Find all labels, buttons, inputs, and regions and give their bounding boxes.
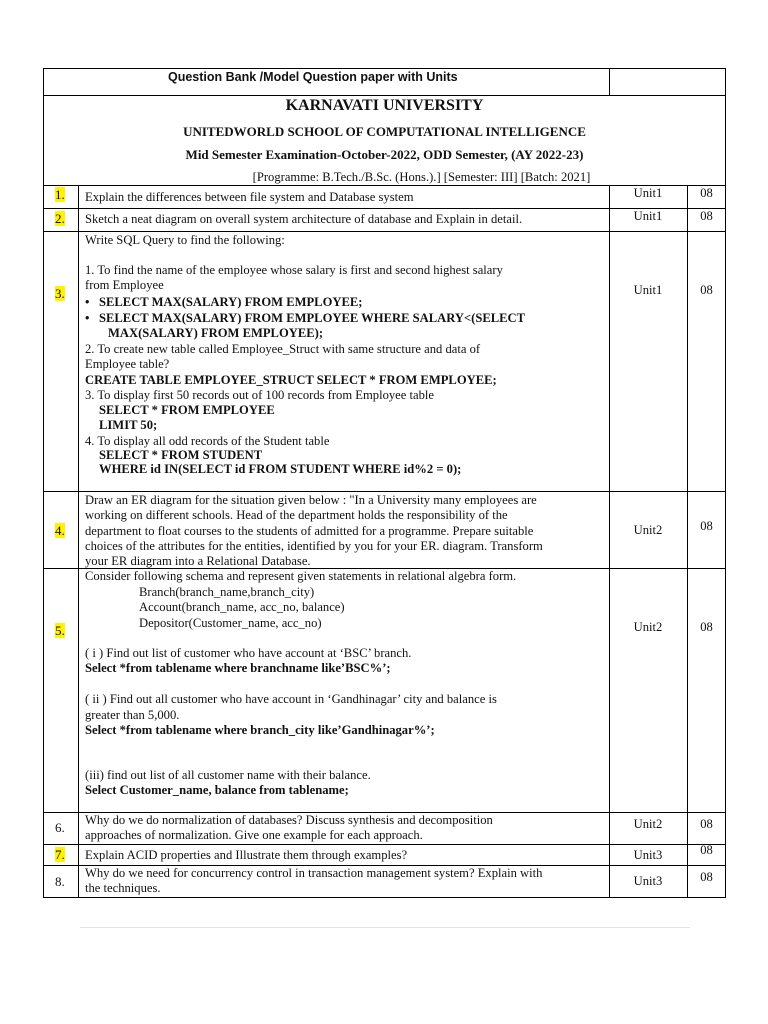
question-unit: Unit3	[633, 848, 663, 862]
question-marks: 08	[700, 620, 713, 634]
question-number: 8.	[55, 874, 65, 889]
question-number: 4.	[55, 523, 65, 538]
question-number: 1.	[55, 187, 65, 202]
question-unit: Unit2	[633, 620, 663, 634]
question-unit: Unit3	[633, 874, 663, 888]
question-text: 4. To display all odd records of the Student table	[85, 434, 330, 448]
question-text: Why do we need for concurrency control in transaction management system? Explain with	[85, 866, 543, 880]
question-unit: Unit2	[633, 817, 663, 831]
divider	[43, 231, 726, 232]
sql-answer: LIMIT 50;	[99, 418, 158, 432]
question-unit: Unit1	[633, 283, 663, 297]
sql-answer: • SELECT MAX(SALARY) FROM EMPLOYEE WHERE SALARY<(SELECT	[99, 311, 525, 326]
question-text: the techniques.	[85, 881, 161, 895]
question-marks: 08	[700, 519, 713, 533]
question-text: 2. To create new table called Employee_Struct with same structure and data of	[85, 342, 481, 356]
question-text: Why do we do normalization of databases? Discuss synthesis and decomposition	[85, 813, 493, 827]
question-text: from Employee	[85, 278, 164, 292]
question-number: 2.	[55, 211, 65, 226]
sql-answer: WHERE id IN(SELECT id FROM STUDENT WHERE id%2 = 0);	[99, 462, 462, 476]
question-marks: 08	[700, 186, 713, 200]
question-text: Write SQL Query to find the following:	[85, 233, 285, 247]
question-text: approaches of normalization. Give one example for each approach.	[85, 828, 423, 842]
sql-answer: SELECT * FROM EMPLOYEE	[99, 403, 275, 417]
question-number: 6.	[55, 820, 65, 835]
question-text: ( i ) Find out list of customer who have account at ‘BSC’ branch.	[85, 646, 412, 660]
question-text: working on different schools. Head of the department holds the responsibility of the	[85, 508, 508, 522]
page-footer-rule	[80, 927, 690, 928]
sql-answer: SELECT * FROM STUDENT	[99, 448, 263, 462]
sql-answer: Select *from tablename where branch_city like’Gandhinagar%’;	[85, 723, 435, 737]
university-name: KARNAVATI UNIVERSITY	[285, 97, 484, 114]
question-text: (iii) find out list of all customer name with their balance.	[85, 768, 371, 782]
sql-answer: CREATE TABLE EMPLOYEE_STRUCT SELECT * FROM EMPLOYEE;	[85, 373, 497, 387]
question-number: 7.	[55, 847, 65, 862]
question-text: greater than 5,000.	[85, 708, 180, 722]
question-unit: Unit1	[633, 209, 663, 223]
question-text: Explain ACID properties and Illustrate them through examples?	[85, 848, 408, 862]
schema-line: Depositor(Customer_name, acc_no)	[139, 616, 322, 630]
exam-title: Mid Semester Examination-October-2022, ODD Semester, (AY 2022-23)	[185, 147, 584, 162]
question-marks: 08	[700, 283, 713, 297]
divider	[43, 844, 726, 845]
question-text: 1. To find the name of the employee whose salary is first and second highest salary	[85, 263, 503, 277]
divider	[78, 185, 79, 898]
top-label: Question Bank /Model Question paper with Units	[168, 70, 458, 84]
school-name: UNITEDWORLD SCHOOL OF COMPUTATIONAL INTELLIGENCE	[183, 124, 586, 139]
question-marks: 08	[700, 209, 713, 223]
sql-answer: • SELECT MAX(SALARY) FROM EMPLOYEE;	[99, 295, 362, 310]
question-marks: 08	[700, 843, 713, 857]
question-text: ( ii ) Find out all customer who have account in ‘Gandhinagar’ city and balance is	[85, 692, 497, 706]
sql-answer: Select *from tablename where branchname like’BSC%’;	[85, 661, 391, 675]
question-marks: 08	[700, 817, 713, 831]
question-text: Employee table?	[85, 357, 170, 371]
schema-line: Branch(branch_name,branch_city)	[139, 585, 315, 599]
question-text: your ER diagram into a Relational Database.	[85, 554, 311, 568]
question-unit: Unit2	[633, 523, 663, 537]
divider	[609, 68, 610, 95]
question-number: 5.	[55, 623, 65, 638]
question-text: choices of the attributes for the entities, identified by you for your ER. diagram. Transform	[85, 539, 543, 553]
question-text: Sketch a neat diagram on overall system architecture of database and Explain in detail.	[85, 212, 523, 226]
question-text: 3. To display first 50 records out of 100 records from Employee table	[85, 388, 434, 402]
question-text: Consider following schema and represent given statements in relational algebra form.	[85, 569, 517, 583]
divider	[43, 95, 726, 96]
question-marks: 08	[700, 870, 713, 884]
question-number: 3.	[55, 286, 65, 301]
sql-answer: MAX(SALARY) FROM EMPLOYEE);	[108, 326, 324, 340]
programme-line: [Programme: B.Tech./B.Sc. (Hons.).] [Semester: III] [Batch: 2021]	[252, 170, 591, 184]
question-text: department to float courses to the students of admitted for a programme. Prepare suitable	[85, 524, 534, 538]
question-text: Explain the differences between file system and Database system	[85, 190, 414, 204]
question-unit: Unit1	[633, 186, 663, 200]
schema-line: Account(branch_name, acc_no, balance)	[139, 600, 345, 614]
sql-answer: Select Customer_name, balance from tablename;	[85, 783, 349, 797]
question-text: Draw an ER diagram for the situation given below : "In a University many employees are	[85, 493, 537, 507]
divider	[43, 491, 726, 492]
